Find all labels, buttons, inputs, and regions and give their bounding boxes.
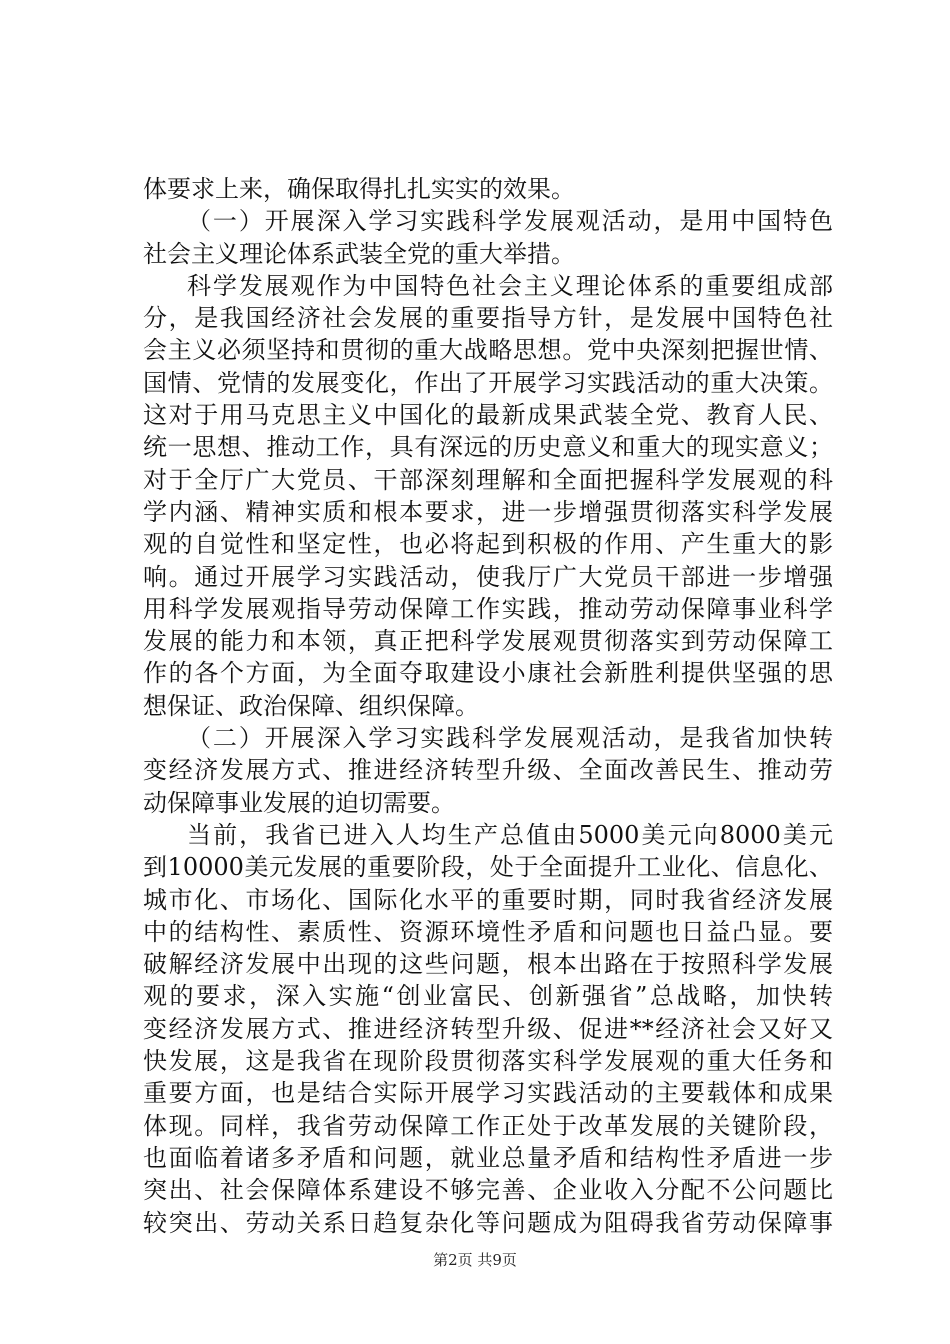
text-line: 到10000美元发展的重要阶段，处于全面提升工业化、信息化、 [143,853,833,882]
text-line: 这对于用马克思主义中国化的最新成果武装全党、教育人民、 [143,401,833,430]
text-line: 对于全厅广大党员、干部深刻理解和全面把握科学发展观的科 [143,465,833,494]
text-line: 重要方面，也是结合实际开展学习实践活动的主要载体和成果 [143,1079,833,1108]
text-line: 观的自觉性和坚定性，也必将起到积极的作用、产生重大的影 [143,530,833,559]
text-line: （二）开展深入学习实践科学发展观活动，是我省加快转 [187,724,833,753]
text-line: 体现。同样，我省劳动保障工作正处于改革发展的关键阶段， [143,1111,833,1140]
text-line: 城市化、市场化、国际化水平的重要时期，同时我省经济发展 [143,885,833,914]
text-line: 国情、党情的发展变化，作出了开展学习实践活动的重大决策。 [143,368,833,397]
text-line: 破解经济发展中出现的这些问题，根本出路在于按照科学发展 [143,950,833,979]
text-line: 用科学发展观指导劳动保障工作实践，推动劳动保障事业科学 [143,594,833,623]
text-line: 较突出、劳动关系日趋复杂化等问题成为阻碍我省劳动保障事 [143,1208,833,1237]
text-line: 快发展，这是我省在现阶段贯彻落实科学发展观的重大任务和 [143,1047,833,1076]
text-line: 观的要求，深入实施“创业富民、创新强省”总战略，加快转 [143,982,833,1011]
page-indicator: 第2页 共9页 [433,1251,517,1269]
text-line: 变经济发展方式、推进经济转型升级、促进**经济社会又好又 [143,1014,833,1043]
page-footer [0,1249,950,1270]
text-line: 突出、社会保障体系建设不够完善、企业收入分配不公问题比 [143,1176,833,1205]
text-line: 响。通过开展学习实践活动，使我厅广大党员干部进一步增强 [143,562,833,591]
text-line: 会主义必须坚持和贯彻的重大战略思想。党中央深刻把握世情、 [143,336,833,365]
text-line: 当前，我省已进入人均生产总值由5000美元向8000美元 [187,820,833,849]
text-line: 动保障事业发展的迫切需要。 [143,788,455,817]
text-line: 变经济发展方式、推进经济转型升级、全面改善民生、推动劳 [143,756,833,785]
text-line: 学内涵、精神实质和根本要求，进一步增强贯彻落实科学发展 [143,497,833,526]
document-body [143,173,833,1239]
text-line: 社会主义理论体系武装全党的重大举措。 [143,239,575,268]
text-line: 统一思想、推动工作，具有深远的历史意义和重大的现实意义； [143,433,833,462]
text-line: 体要求上来，确保取得扎扎实实的效果。 [143,175,575,203]
text-line: 发展的能力和本领，真正把科学发展观贯彻落实到劳动保障工 [143,627,833,656]
text-line: 作的各个方面，为全面夺取建设小康社会新胜利提供坚强的思 [143,659,833,688]
text-line: 想保证、政治保障、组织保障。 [143,691,479,720]
text-line: 分，是我国经济社会发展的重要指导方针，是发展中国特色社 [143,304,833,333]
text-line: 也面临着诸多矛盾和问题，就业总量矛盾和结构性矛盾进一步 [143,1143,833,1172]
text-line: （一）开展深入学习实践科学发展观活动，是用中国特色 [187,207,833,236]
text-line: 中的结构性、素质性、资源环境性矛盾和问题也日益凸显。要 [143,917,833,946]
text-line: 科学发展观作为中国特色社会主义理论体系的重要组成部 [187,271,833,300]
